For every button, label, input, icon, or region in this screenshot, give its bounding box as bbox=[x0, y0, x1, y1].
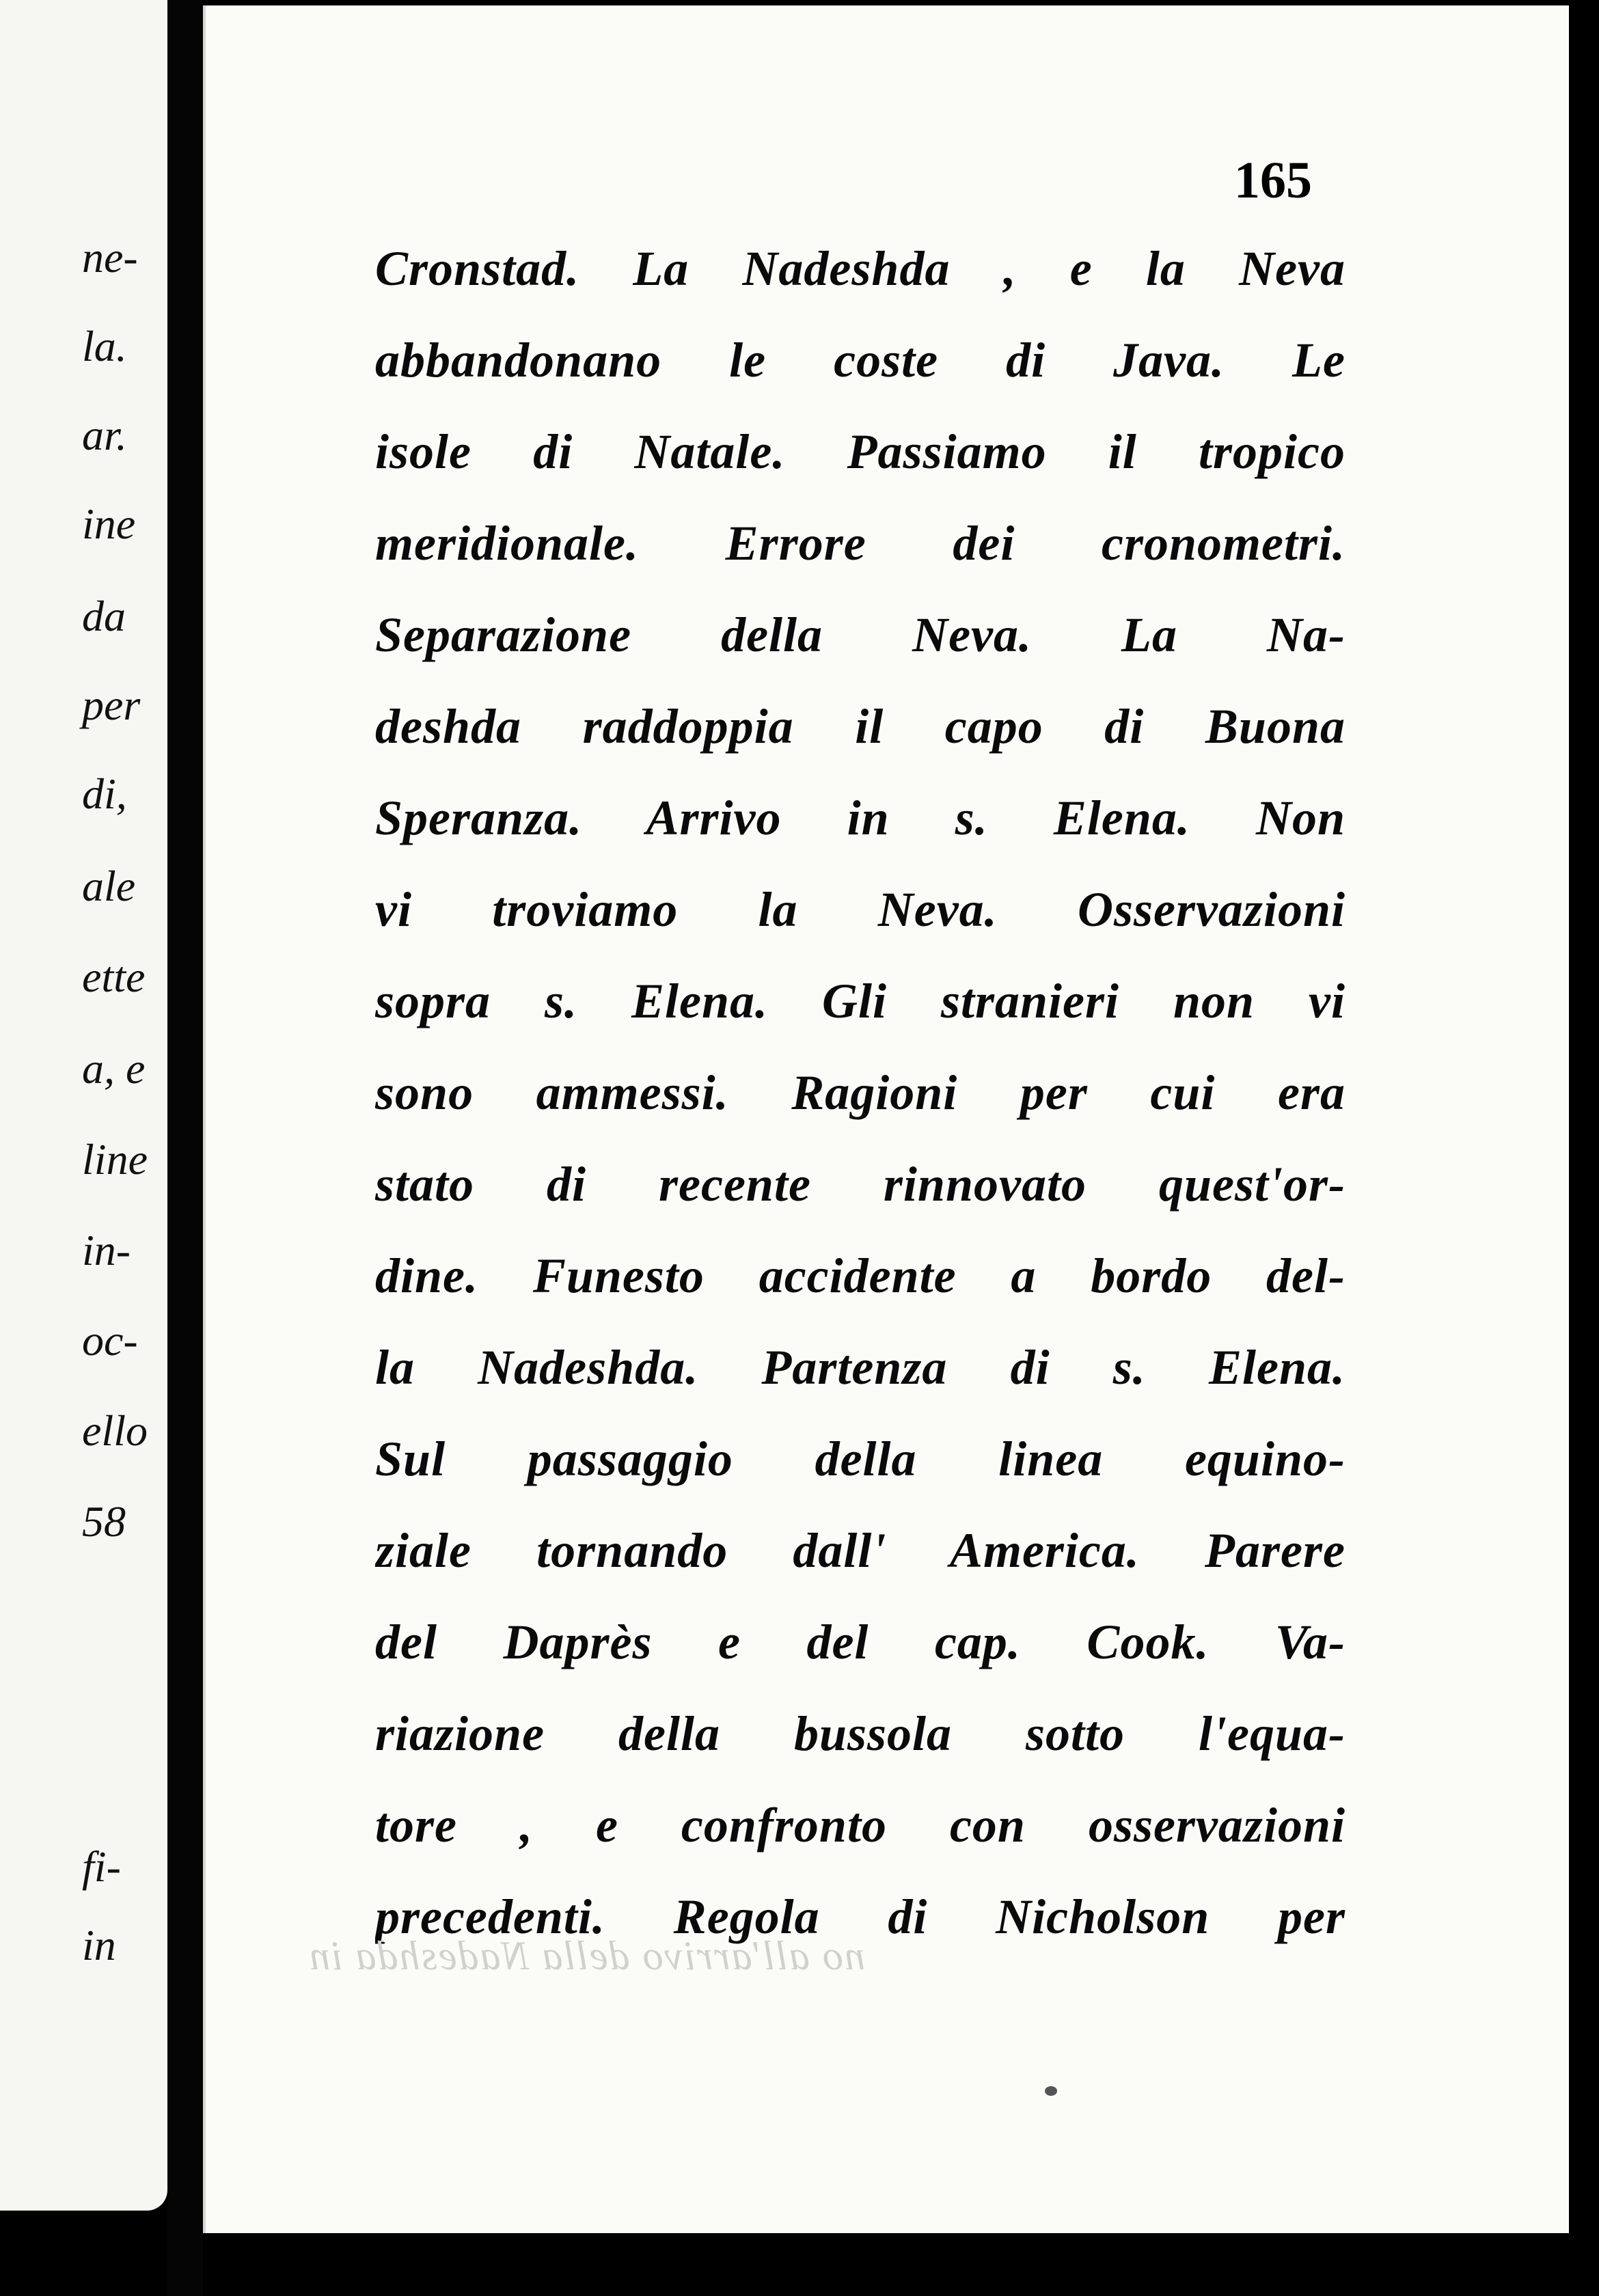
left-page bbox=[0, 0, 167, 2211]
text-line: meridionale. Errore dei cronometri. bbox=[375, 516, 1345, 571]
left-line-fragment: da bbox=[82, 592, 126, 640]
text-line: ziale tornando dall' America. Parere bbox=[375, 1523, 1345, 1578]
left-line-fragment: ne- bbox=[82, 233, 138, 282]
page-number: 165 bbox=[1234, 152, 1312, 209]
left-line-fragment: di, bbox=[82, 769, 127, 818]
left-line-fragment: a, e bbox=[82, 1044, 146, 1093]
book-gutter bbox=[167, 0, 203, 2296]
text-line: abbandonano le coste di Java. Le bbox=[375, 333, 1345, 387]
text-line: deshda raddoppia il capo di Buona bbox=[375, 699, 1345, 754]
text-line: Separazione della Neva. La Na- bbox=[375, 607, 1345, 662]
text-line: sono ammessi. Ragioni per cui era bbox=[375, 1065, 1345, 1120]
text-line: precedenti. Regola di Nicholson per bbox=[375, 1889, 1345, 1944]
text-line: isole di Natale. Passiamo il tropico bbox=[375, 424, 1345, 479]
text-line: Sul passaggio della linea equino- bbox=[375, 1432, 1345, 1486]
text-line: tore , e confronto con osservazioni bbox=[375, 1798, 1345, 1853]
text-line: vi troviamo la Neva. Osservazioni bbox=[375, 882, 1345, 937]
text-line: sopra s. Elena. Gli stranieri non vi bbox=[375, 974, 1345, 1028]
left-line-fragment: ine bbox=[82, 500, 136, 548]
ink-speck bbox=[1045, 2086, 1057, 2096]
left-line-fragment: ar. bbox=[82, 411, 127, 459]
text-line: dine. Funesto accidente a bordo del- bbox=[375, 1248, 1345, 1303]
left-line-fragment: 58 bbox=[82, 1497, 126, 1546]
left-line-fragment: line bbox=[82, 1135, 148, 1184]
text-line: stato di recente rinnovato quest'or- bbox=[375, 1157, 1345, 1212]
left-line-fragment: ale bbox=[82, 862, 136, 910]
text-line: la Nadeshda. Partenza di s. Elena. bbox=[375, 1340, 1345, 1395]
left-line-fragment: per bbox=[82, 681, 141, 729]
left-line-fragment: la. bbox=[82, 322, 127, 370]
text-line: Speranza. Arrivo in s. Elena. Non bbox=[375, 791, 1345, 845]
left-line-fragment: in- bbox=[82, 1226, 131, 1274]
right-page bbox=[203, 5, 1569, 2233]
left-line-fragment: in bbox=[82, 1921, 116, 1969]
text-line: del Daprès e del cap. Cook. Va- bbox=[375, 1615, 1345, 1669]
left-line-fragment: fi- bbox=[82, 1842, 121, 1891]
text-line: riazione della bussola sotto l'equa- bbox=[375, 1706, 1345, 1761]
left-line-fragment: ello bbox=[82, 1406, 148, 1455]
summary-text-block bbox=[375, 223, 1345, 1963]
text-line: Cronstad. La Nadeshda , e la Neva bbox=[375, 241, 1345, 296]
left-line-fragment: oc- bbox=[82, 1316, 138, 1365]
bleed-through-text: no all'arrivo della Nadeshda in bbox=[308, 1933, 865, 1978]
left-line-fragment: ette bbox=[82, 953, 146, 1001]
